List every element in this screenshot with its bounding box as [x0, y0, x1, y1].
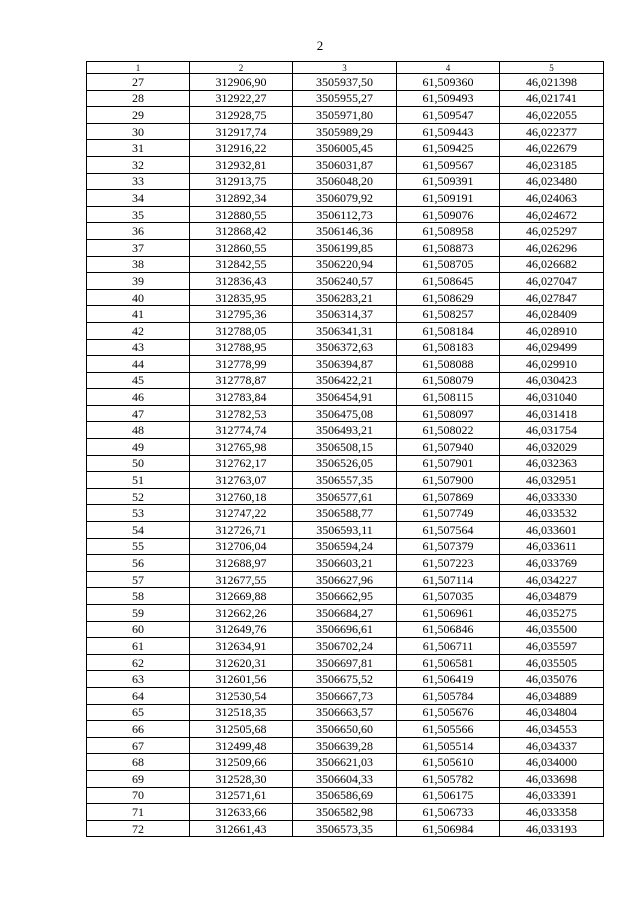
table-cell: 312778,87 — [190, 372, 293, 389]
table-row — [87, 671, 604, 688]
table-cell: 46,024063 — [500, 190, 604, 207]
table-cell: 42 — [87, 322, 190, 339]
table-cell: 53 — [87, 505, 190, 522]
table-row — [87, 322, 604, 339]
table-cell: 61,508079 — [397, 372, 500, 389]
table-cell: 31 — [87, 140, 190, 157]
table-cell: 38 — [87, 256, 190, 273]
table-row — [87, 571, 604, 588]
table-row — [87, 123, 604, 140]
table-cell: 312688,97 — [190, 555, 293, 572]
table-cell: 71 — [87, 804, 190, 821]
table-cell: 46,031418 — [500, 405, 604, 422]
table-cell: 46,034227 — [500, 571, 604, 588]
table-cell: 312892,34 — [190, 190, 293, 207]
table-cell: 61,507749 — [397, 505, 500, 522]
coordinates-table — [86, 61, 604, 837]
table-cell: 312783,84 — [190, 389, 293, 406]
table-cell: 61,506733 — [397, 804, 500, 821]
table-cell: 46,025297 — [500, 223, 604, 240]
table-row — [87, 472, 604, 489]
table-row — [87, 687, 604, 704]
table-cell: 3505955,27 — [293, 90, 397, 107]
table-cell: 3506577,61 — [293, 488, 397, 505]
table-cell: 46,035500 — [500, 621, 604, 638]
table-row — [87, 405, 604, 422]
table-cell: 3506199,85 — [293, 239, 397, 256]
table-cell: 46,022679 — [500, 140, 604, 157]
table-cell: 312649,76 — [190, 621, 293, 638]
table-cell: 30 — [87, 123, 190, 140]
table-cell: 61,509191 — [397, 190, 500, 207]
table-cell: 63 — [87, 671, 190, 688]
table-cell: 46,034804 — [500, 704, 604, 721]
table-cell: 61,505784 — [397, 687, 500, 704]
table-cell: 312505,68 — [190, 721, 293, 738]
table-cell: 46,022377 — [500, 123, 604, 140]
table-cell: 312669,88 — [190, 588, 293, 605]
table-cell: 312662,26 — [190, 605, 293, 622]
table-cell: 46,026296 — [500, 239, 604, 256]
table-cell: 46,033769 — [500, 555, 604, 572]
table-cell: 66 — [87, 721, 190, 738]
header-row — [87, 62, 604, 74]
table-cell: 61,508629 — [397, 289, 500, 306]
table-row — [87, 173, 604, 190]
table-cell: 46,034337 — [500, 737, 604, 754]
table-cell: 312765,98 — [190, 439, 293, 456]
table-cell: 3506603,21 — [293, 555, 397, 572]
table-cell: 312788,05 — [190, 322, 293, 339]
table-cell: 57 — [87, 571, 190, 588]
table-cell: 68 — [87, 754, 190, 771]
table-cell: 61,509360 — [397, 74, 500, 91]
table-cell: 46,027047 — [500, 273, 604, 290]
table-cell: 312868,42 — [190, 223, 293, 240]
table-cell: 312842,55 — [190, 256, 293, 273]
table-cell: 61,508183 — [397, 339, 500, 356]
table-cell: 312571,61 — [190, 787, 293, 804]
table-cell: 61,506711 — [397, 638, 500, 655]
table-cell: 312880,55 — [190, 206, 293, 223]
table-row — [87, 372, 604, 389]
table-cell: 3506454,91 — [293, 389, 397, 406]
table-cell: 312860,55 — [190, 239, 293, 256]
table-cell: 54 — [87, 522, 190, 539]
table-cell: 43 — [87, 339, 190, 356]
table-cell: 37 — [87, 239, 190, 256]
column-header: 5 — [500, 62, 604, 74]
table-cell: 46,034879 — [500, 588, 604, 605]
table-cell: 32 — [87, 156, 190, 173]
table-cell: 46,033358 — [500, 804, 604, 821]
table-row — [87, 306, 604, 323]
table-cell: 46,035076 — [500, 671, 604, 688]
table-cell: 51 — [87, 472, 190, 489]
table-cell: 3506586,69 — [293, 787, 397, 804]
table-row — [87, 289, 604, 306]
table-cell: 61,508645 — [397, 273, 500, 290]
table-cell: 61,509076 — [397, 206, 500, 223]
table-cell: 3506508,15 — [293, 439, 397, 456]
table-cell: 61 — [87, 638, 190, 655]
table-cell: 61,505610 — [397, 754, 500, 771]
table-cell: 61,509391 — [397, 173, 500, 190]
table-cell: 3506604,33 — [293, 770, 397, 787]
table-cell: 312726,71 — [190, 522, 293, 539]
table-cell: 3506696,61 — [293, 621, 397, 638]
table-cell: 61,508088 — [397, 356, 500, 373]
table-cell: 46,033391 — [500, 787, 604, 804]
table-cell: 3506662,95 — [293, 588, 397, 605]
table-cell: 312763,07 — [190, 472, 293, 489]
table-cell: 3506582,98 — [293, 804, 397, 821]
table-cell: 312835,95 — [190, 289, 293, 306]
table-cell: 61,509425 — [397, 140, 500, 157]
table-cell: 61,508115 — [397, 389, 500, 406]
table-cell: 46,031040 — [500, 389, 604, 406]
table-cell: 3506493,21 — [293, 422, 397, 439]
table-cell: 61,509493 — [397, 90, 500, 107]
table-row — [87, 737, 604, 754]
table-cell: 46,033193 — [500, 820, 604, 837]
table-cell: 3506005,45 — [293, 140, 397, 157]
table-row — [87, 605, 604, 622]
table-row — [87, 770, 604, 787]
table-row — [87, 107, 604, 124]
page-number: 2 — [316, 38, 324, 53]
table-cell: 312795,36 — [190, 306, 293, 323]
table-cell: 312760,18 — [190, 488, 293, 505]
table-cell: 46,035505 — [500, 654, 604, 671]
column-header: 4 — [397, 62, 500, 74]
table-cell: 61,505782 — [397, 770, 500, 787]
table-cell: 46,032363 — [500, 455, 604, 472]
table-cell: 61,508097 — [397, 405, 500, 422]
table-row — [87, 538, 604, 555]
table-row — [87, 804, 604, 821]
column-header: 3 — [293, 62, 397, 74]
column-header: 2 — [190, 62, 293, 74]
table-cell: 61,507114 — [397, 571, 500, 588]
table-row — [87, 588, 604, 605]
table-cell: 312774,74 — [190, 422, 293, 439]
table-row — [87, 190, 604, 207]
table-row — [87, 140, 604, 157]
table-cell: 41 — [87, 306, 190, 323]
table-cell: 49 — [87, 439, 190, 456]
table-cell: 61,507223 — [397, 555, 500, 572]
table-cell: 312528,30 — [190, 770, 293, 787]
table-cell: 39 — [87, 273, 190, 290]
table-cell: 3506650,60 — [293, 721, 397, 738]
table-cell: 46,034553 — [500, 721, 604, 738]
table-cell: 312530,54 — [190, 687, 293, 704]
table-cell: 312917,74 — [190, 123, 293, 140]
table-cell: 312932,81 — [190, 156, 293, 173]
table-cell: 3506394,87 — [293, 356, 397, 373]
table-cell: 61,508257 — [397, 306, 500, 323]
table-cell: 312913,75 — [190, 173, 293, 190]
table-cell: 34 — [87, 190, 190, 207]
table-cell: 3506684,27 — [293, 605, 397, 622]
table-cell: 61,508873 — [397, 239, 500, 256]
table-cell: 61,507564 — [397, 522, 500, 539]
table-cell: 3506314,37 — [293, 306, 397, 323]
table-row — [87, 721, 604, 738]
table-cell: 46,032029 — [500, 439, 604, 456]
table-cell: 50 — [87, 455, 190, 472]
table-row — [87, 754, 604, 771]
table-cell: 3506627,96 — [293, 571, 397, 588]
table-cell: 46,022055 — [500, 107, 604, 124]
table-cell: 312747,22 — [190, 505, 293, 522]
table-cell: 64 — [87, 687, 190, 704]
table-cell: 46,027847 — [500, 289, 604, 306]
table-row — [87, 638, 604, 655]
table-cell: 3506079,92 — [293, 190, 397, 207]
table-cell: 55 — [87, 538, 190, 555]
table-row — [87, 256, 604, 273]
table-cell: 65 — [87, 704, 190, 721]
table-cell: 45 — [87, 372, 190, 389]
table-cell: 61,507900 — [397, 472, 500, 489]
table-cell: 312706,04 — [190, 538, 293, 555]
table-cell: 61,509547 — [397, 107, 500, 124]
table-row — [87, 239, 604, 256]
table-cell: 36 — [87, 223, 190, 240]
table-cell: 67 — [87, 737, 190, 754]
table-cell: 312518,35 — [190, 704, 293, 721]
table-cell: 46,029910 — [500, 356, 604, 373]
table-row — [87, 555, 604, 572]
table-cell: 3506341,31 — [293, 322, 397, 339]
table-cell: 3506594,24 — [293, 538, 397, 555]
table-cell: 46,033330 — [500, 488, 604, 505]
table-cell: 61,506581 — [397, 654, 500, 671]
table-cell: 46,024672 — [500, 206, 604, 223]
table-cell: 312782,53 — [190, 405, 293, 422]
table-cell: 61,509443 — [397, 123, 500, 140]
table-row — [87, 704, 604, 721]
table-cell: 44 — [87, 356, 190, 373]
table-row — [87, 422, 604, 439]
table-cell: 46,032951 — [500, 472, 604, 489]
table-cell: 312633,66 — [190, 804, 293, 821]
table-row — [87, 156, 604, 173]
table-cell: 46,021398 — [500, 74, 604, 91]
table-cell: 46,030423 — [500, 372, 604, 389]
table-cell: 3506697,81 — [293, 654, 397, 671]
table-row — [87, 273, 604, 290]
table-cell: 3505937,50 — [293, 74, 397, 91]
table-cell: 46,023185 — [500, 156, 604, 173]
table-cell: 46,028910 — [500, 322, 604, 339]
table-cell: 3506667,73 — [293, 687, 397, 704]
table-cell: 61,508184 — [397, 322, 500, 339]
table-cell: 3506526,05 — [293, 455, 397, 472]
table-cell: 3506639,28 — [293, 737, 397, 754]
table-cell: 46,029499 — [500, 339, 604, 356]
table-cell: 40 — [87, 289, 190, 306]
table-cell: 35 — [87, 206, 190, 223]
table-row — [87, 787, 604, 804]
table-cell: 312928,75 — [190, 107, 293, 124]
table-row — [87, 505, 604, 522]
table-cell: 3505971,80 — [293, 107, 397, 124]
table-cell: 69 — [87, 770, 190, 787]
table-cell: 3506588,77 — [293, 505, 397, 522]
table-cell: 61,507869 — [397, 488, 500, 505]
table-cell: 3506593,11 — [293, 522, 397, 539]
table-cell: 61,507940 — [397, 439, 500, 456]
table-cell: 61,507035 — [397, 588, 500, 605]
table-row — [87, 206, 604, 223]
table-cell: 29 — [87, 107, 190, 124]
table-cell: 61,506419 — [397, 671, 500, 688]
table-body — [87, 74, 604, 837]
table-row — [87, 223, 604, 240]
table-cell: 312601,56 — [190, 671, 293, 688]
table-cell: 46 — [87, 389, 190, 406]
table-cell: 3506422,21 — [293, 372, 397, 389]
table-cell: 61,508705 — [397, 256, 500, 273]
table-row — [87, 621, 604, 638]
table-cell: 59 — [87, 605, 190, 622]
table-cell: 3506112,73 — [293, 206, 397, 223]
table-cell: 46,034000 — [500, 754, 604, 771]
table-cell: 312634,91 — [190, 638, 293, 655]
table-cell: 312661,43 — [190, 820, 293, 837]
table-cell: 46,034889 — [500, 687, 604, 704]
table-cell: 61,506846 — [397, 621, 500, 638]
table-cell: 3506557,35 — [293, 472, 397, 489]
table-row — [87, 389, 604, 406]
table-cell: 56 — [87, 555, 190, 572]
table-row — [87, 74, 604, 91]
table-cell: 3506372,63 — [293, 339, 397, 356]
table-cell: 3506573,35 — [293, 820, 397, 837]
table-cell: 312922,27 — [190, 90, 293, 107]
table-cell: 312620,31 — [190, 654, 293, 671]
table-cell: 61,506984 — [397, 820, 500, 837]
table-header — [87, 62, 604, 74]
table-cell: 3506048,20 — [293, 173, 397, 190]
table-cell: 46,033698 — [500, 770, 604, 787]
table-cell: 312677,55 — [190, 571, 293, 588]
table-cell: 312762,17 — [190, 455, 293, 472]
table-cell: 46,021741 — [500, 90, 604, 107]
table-cell: 28 — [87, 90, 190, 107]
table-cell: 312509,66 — [190, 754, 293, 771]
column-header: 1 — [87, 62, 190, 74]
table-cell: 3506283,21 — [293, 289, 397, 306]
table-cell: 61,508022 — [397, 422, 500, 439]
table-cell: 3506031,87 — [293, 156, 397, 173]
table-cell: 3506675,52 — [293, 671, 397, 688]
table-row — [87, 488, 604, 505]
table-cell: 61,505676 — [397, 704, 500, 721]
table-cell: 312836,43 — [190, 273, 293, 290]
table-cell: 46,028409 — [500, 306, 604, 323]
table-cell: 48 — [87, 422, 190, 439]
table-cell: 61,509567 — [397, 156, 500, 173]
table-cell: 3506702,24 — [293, 638, 397, 655]
table-cell: 3506621,03 — [293, 754, 397, 771]
table-cell: 61,506175 — [397, 787, 500, 804]
table-row — [87, 356, 604, 373]
table-cell: 70 — [87, 787, 190, 804]
table-row — [87, 339, 604, 356]
table-cell: 46,035275 — [500, 605, 604, 622]
table-cell: 61,507901 — [397, 455, 500, 472]
table-cell: 46,033601 — [500, 522, 604, 539]
table-cell: 27 — [87, 74, 190, 91]
table-row — [87, 439, 604, 456]
table-cell: 72 — [87, 820, 190, 837]
table-cell: 46,026682 — [500, 256, 604, 273]
table-cell: 46,023480 — [500, 173, 604, 190]
table-cell: 46,033532 — [500, 505, 604, 522]
table-cell: 3506475,08 — [293, 405, 397, 422]
table-cell: 3506146,36 — [293, 223, 397, 240]
table-cell: 61,506961 — [397, 605, 500, 622]
table-cell: 3506663,57 — [293, 704, 397, 721]
table-cell: 61,505566 — [397, 721, 500, 738]
table-row — [87, 90, 604, 107]
table-cell: 312916,22 — [190, 140, 293, 157]
table-cell: 312778,99 — [190, 356, 293, 373]
table-cell: 47 — [87, 405, 190, 422]
table-row — [87, 820, 604, 837]
table-cell: 3506220,94 — [293, 256, 397, 273]
table-row — [87, 654, 604, 671]
table-cell: 61,507379 — [397, 538, 500, 555]
table-cell: 46,035597 — [500, 638, 604, 655]
table-cell: 61,505514 — [397, 737, 500, 754]
table-cell: 61,508958 — [397, 223, 500, 240]
table-cell: 312906,90 — [190, 74, 293, 91]
table-cell: 46,033611 — [500, 538, 604, 555]
table-cell: 60 — [87, 621, 190, 638]
table-cell: 3505989,29 — [293, 123, 397, 140]
table-cell: 312499,48 — [190, 737, 293, 754]
table-cell: 58 — [87, 588, 190, 605]
table-cell: 62 — [87, 654, 190, 671]
table-cell: 312788,95 — [190, 339, 293, 356]
table-cell: 46,031754 — [500, 422, 604, 439]
table-cell: 33 — [87, 173, 190, 190]
table-cell: 3506240,57 — [293, 273, 397, 290]
table-row — [87, 455, 604, 472]
table-cell: 52 — [87, 488, 190, 505]
table-row — [87, 522, 604, 539]
